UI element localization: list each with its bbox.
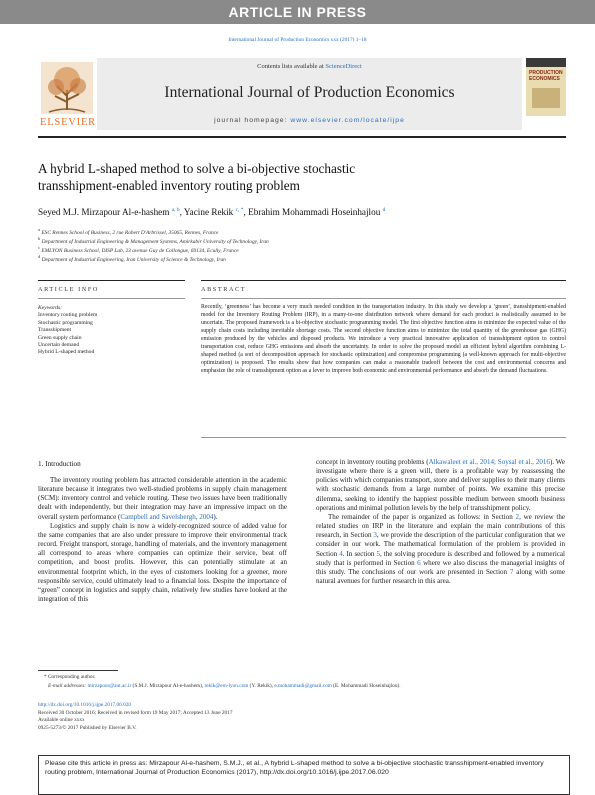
article-title: [38, 160, 538, 194]
homepage-prefix: journal homepage:: [214, 117, 291, 124]
abstract-text: Recently, ‘greenness’ has become a very much needed condition in the transportation industry. In this study we develop a ‘green’, transshipment-enabled model for the Inventory Routing Problem (IRP), in a many-to-one distribution network where demand for each product is realistically assumed to be uncertain. The proposed framework is a bi-objective stochastic programming model. The first objective function aims to minimize the expected value of the supply chain costs including inevitable shortage costs. The second objective function aims to minimize the total quantity of the greenhouse gas (GHG) emission produced by the vehicles and disposed products. We introduce a very practical innovative application of transshipment option to control transportation cost, reduce GHG emissions and absorb the uncertainty. In order to solve the proposed model an efficient hybrid algorithm combining L-shaped method (a sort of decomposition approach for stochastic optimization) and compromise programming (a well-known approach for multi-objective optimization) is proposed. The results show that how companies can make a reasonable tradeoff between the cost and environmental concerns and emphasize the role of transshipment option as a lever to improve both economic and environmental performance and absorb the demand fluctuations.: [201, 304, 566, 375]
affiliation-mark: c: [38, 245, 40, 250]
copyright: 0925-5273/© 2017 Published by Elsevier B.V.: [38, 724, 137, 731]
section-link[interactable]: 4: [339, 549, 343, 558]
author-separator: ,: [243, 207, 249, 218]
section-link[interactable]: 5: [376, 549, 380, 558]
keyword: Hybrid L-shaped method: [38, 349, 95, 356]
section-link[interactable]: 3: [373, 531, 377, 540]
elsevier-wordmark: ELSEVIER: [40, 117, 96, 128]
paragraph: [316, 513, 565, 586]
article-in-press-banner: ARTICLE IN PRESS: [0, 0, 595, 24]
text: , we review the related studies on IRP in the literature and explain the main contributions of this research, in Section: [316, 512, 566, 540]
journal-title[interactable]: International Journal of Production Economics: [164, 84, 455, 101]
sciencedirect-link[interactable]: ScienceDirect: [325, 63, 362, 70]
author-affiliation-mark[interactable]: a, b: [171, 207, 180, 213]
citation-link[interactable]: Campbell and Savelsbergh, 2004: [120, 512, 214, 521]
cover-title: PRODUCTION ECONOMICS: [529, 70, 563, 82]
footnote-rule: [38, 670, 118, 671]
keyword: Stochastic programming: [38, 319, 93, 326]
email-owner: (Y. Rekik),: [248, 683, 275, 689]
affiliation-mark: d: [38, 254, 41, 259]
abstract-subrule: [201, 298, 566, 299]
affiliation-text: EMLYON Business School, DISP Lab, 23 avenue Guy de Collongue, 69134, Ecully, France: [41, 247, 239, 254]
section-link[interactable]: 2: [515, 512, 520, 521]
affiliation: [38, 227, 558, 236]
author-name[interactable]: Seyed M.J. Mirzapour Al-e-hashem: [38, 207, 170, 218]
paragraph: Logistics and supply chain is now a widely-recognized source of added value for the same companies that are also under pressure to improve their environmental track record. Freight transport, storage, handling of materials, and the inventory management all correspond to areas where companies can optimize their service, beat off competition, and boost profits. However, this can potentially stimulate at an environmental footprint which, in the eyes of customers looking for a greener, more responsible service, could ultimately lead to a financial loss. Despite the importance of “green” concept in logistics and supply chain, relatively few studies have looked at the integration of this: [38, 521, 287, 604]
text: . In section: [342, 549, 377, 558]
text: , we provide the description of the particular configuration that we consider in our work. The mathematical formulation of the problem is provided in Section: [316, 531, 566, 558]
paragraph: [316, 458, 565, 513]
citation-link[interactable]: Alkawaleet et al., 2014; Soysal et al., 2016: [428, 458, 550, 466]
text: , the solving procedure is described and followed by a numerical study that is performed in Section: [316, 549, 565, 567]
doi-link[interactable]: http://dx.doi.org/10.1016/j.ijpe.2017.06.020: [38, 702, 132, 708]
affiliation: [38, 245, 558, 254]
author-list: [38, 207, 558, 217]
contents-prefix: Contents lists available at: [257, 63, 326, 70]
header-rule: [38, 136, 566, 138]
corresponding-author-note: * Corresponding author.: [44, 674, 96, 680]
text: where we also discuss the managerial insights of this study. The conclusions of our work are presented in Section: [316, 558, 565, 576]
journal-citation-link[interactable]: International Journal of Production Economics xxx (2017) 1–18: [228, 37, 367, 43]
title-line-1: A hybrid L-shaped method to solve a bi-objective stochastic: [38, 161, 356, 176]
email-owner: (S.M.J. Mirzapour Al-e-hashem),: [131, 683, 205, 689]
section-link[interactable]: 6: [417, 558, 421, 567]
email-owner: (E. Mohammadi Hoseinhajlou).: [331, 683, 401, 689]
author-separator: ,: [179, 207, 184, 218]
publication-info: [38, 702, 232, 732]
email-link[interactable]: e.mohammadi@gmail.com: [274, 683, 332, 689]
text: ).: [213, 512, 218, 521]
email-link[interactable]: rekik@em-lyon.com: [204, 683, 249, 689]
affiliation: [38, 254, 558, 263]
paragraph: [38, 476, 287, 522]
abstract-rule: [201, 280, 566, 281]
keyword: Transshipment: [38, 327, 72, 334]
article-info-rule: [38, 280, 185, 281]
abstract-heading: ABSTRACT: [201, 286, 247, 293]
text: ). We investigate where there is a green will, there is a profitable way by reassessing the policies with which companies transport, store and deliver supplies to their many clients with stochastic demands from a large number of points. We examine this precise dilemma, seeking to identify the happiest possible medium between smooth business operations and minimal pollution levels by the help of transshipment policy.: [316, 458, 565, 512]
keywords-block: [38, 305, 178, 357]
text: The inventory routing problem has attracted considerable attention in the academic literature because it integrates two well-studied problems in supply chain management (SCM): inventory control and vehicle routing. These two issues have been traditionally dealt with independently, but their integration may have an impressive impact on the overall system performance (: [38, 476, 287, 521]
text: concept in inventory routing problems (: [316, 458, 429, 466]
received-dates: Received 30 October 2016; Received in revised form 19 May 2017; Accepted 13 June 2017: [38, 709, 233, 716]
email-label: E-mail addresses:: [48, 683, 88, 689]
section-1-heading: 1. Introduction: [38, 460, 81, 468]
article-info-subrule: [38, 298, 185, 299]
keyword: Uncertain demand: [38, 342, 80, 349]
title-line-2: transshipment-enabled inventory routing problem: [38, 178, 300, 193]
email-footnote: [48, 683, 560, 689]
author-affiliation-mark[interactable]: c, *: [235, 207, 244, 213]
available-online: Available online xxxx: [38, 717, 85, 723]
keyword: Inventory routing problem: [38, 312, 98, 319]
homepage-link[interactable]: www.elsevier.com/locate/ijpe: [290, 117, 405, 124]
section-link[interactable]: 7: [509, 567, 514, 576]
email-link[interactable]: mirzapour@aut.ac.ir: [87, 683, 132, 689]
right-column: [316, 458, 565, 586]
affiliation-mark: a: [38, 227, 40, 232]
affiliation-text: Department of Industrial Engineering & Management Systems, Amirkabir University of Technology, Iran: [41, 238, 269, 245]
affiliation-mark: b: [38, 236, 41, 241]
journal-homepage: [97, 117, 522, 124]
abstract-end-rule: [201, 437, 566, 438]
text: The remainder of the paper is organized as follows: in Section: [328, 512, 516, 521]
keywords-label: Keywords:: [38, 305, 63, 311]
affiliation-text: ESC Rennes School of Business, 2 rue Robert D'Arbrissel, 35065, Rennes, France: [41, 229, 219, 236]
article-info-heading: ARTICLE INFO: [38, 286, 99, 293]
affiliation-text: Department of Industrial Engineering, Iran University of Science & Technology, Iran: [41, 256, 226, 263]
cite-this-article-box: Please cite this article in press as: Mirzapour Al-e-hashem, S.M.J., et al., A hybrid L-shaped method to solve a bi-objective stochastic transshipment-enabled inventory routing problem, International Journal of Production Economics (2017), http://dx.doi.org/10.1016/j.ijpe.2017.06.020: [38, 755, 570, 795]
author-affiliation-mark[interactable]: d: [382, 207, 386, 213]
text: along with some natural avenues for further research in this area.: [316, 567, 565, 586]
affiliation: [38, 236, 558, 245]
author-name[interactable]: Yacine Rekik: [183, 207, 234, 218]
left-column: [38, 476, 287, 604]
author-name[interactable]: Ebrahim Mohammadi Hoseinhajlou: [248, 207, 381, 218]
keyword: Green supply chain: [38, 334, 82, 341]
journal-cover-thumbnail[interactable]: [526, 58, 566, 116]
contents-line: [97, 63, 522, 70]
